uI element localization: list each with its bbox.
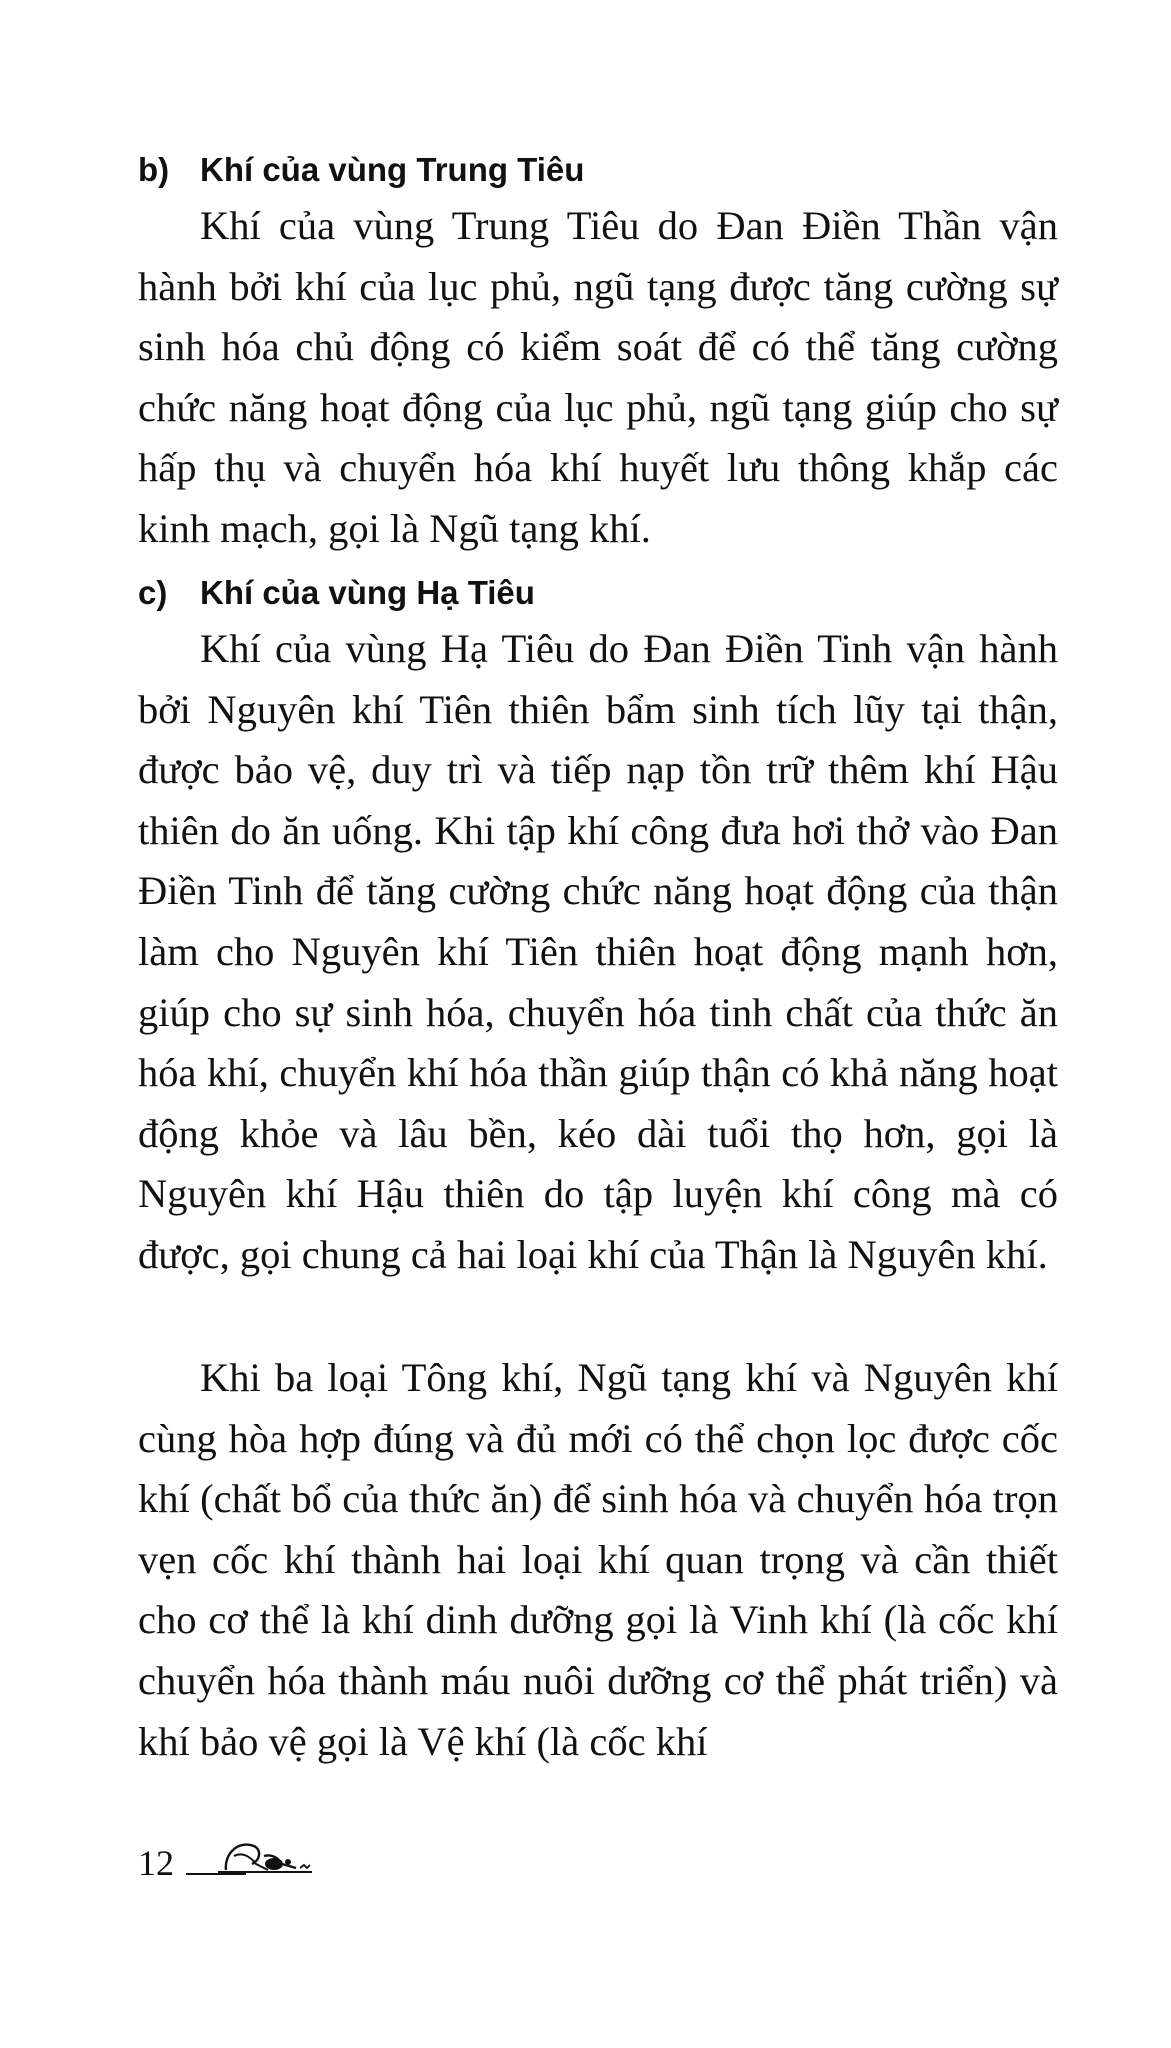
meditating-figure-icon [216, 1826, 326, 1882]
section-b-heading [138, 150, 584, 190]
section-c-paragraph: Khí của vùng Hạ Tiêu do Đan Điền Tinh vận hành bởi Nguyên khí Tiên thiên bẩm sinh tích lũy tại thận, được bảo vệ, duy trì và tiếp nạp tồn trữ thêm khí Hậu thiên do ăn uống. Khi tập khí công đưa hơi thở vào Đan Điền Tinh để tăng cường chức năng hoạt động của thận làm cho Nguyên khí Tiên thiên hoạt động mạnh hơn, giúp cho sự sinh hóa, chuyển hóa tinh chất của thức ăn hóa khí, chuyển khí hóa thần giúp thận có khả năng hoạt động khỏe và lâu bền, kéo dài tuổi thọ hơn, gọi là Nguyên khí Hậu thiên do tập luyện khí công mà có được, gọi chung cả hai loại khí của Thận là Nguyên khí. [138, 626, 1058, 1277]
section-c-heading [138, 573, 535, 613]
page-number: 12 [138, 1843, 174, 1883]
section-b-marker: b) [138, 151, 170, 188]
section-c-marker: c) [138, 574, 168, 611]
closing-paragraph: Khi ba loại Tông khí, Ngũ tạng khí và Nguyên khí cùng hòa hợp đúng và đủ mới có thể chọn lọc được cốc khí (chất bổ của thức ăn) để sinh hóa và chuyển hóa trọn vẹn cốc khí thành hai loại khí quan trọng và cần thiết cho cơ thể là khí dinh dưỡng gọi là Vinh khí (là cốc khí chuyển hóa thành máu nuôi dưỡng cơ thể phát triển) và khí bảo vệ gọi là Vệ khí (là cốc khí [138, 1355, 1058, 1764]
section-b-title: Khí của vùng Trung Tiêu [200, 151, 585, 188]
section-b-paragraph: Khí của vùng Trung Tiêu do Đan Điền Thần vận hành bởi khí của lục phủ, ngũ tạng được tăng cường sự sinh hóa chủ động có kiểm soát để có thể tăng cường chức năng hoạt động của lục phủ, ngũ tạng giúp cho sự hấp thụ và chuyển hóa khí huyết lưu thông khắp các kinh mạch, gọi là Ngũ tạng khí. [138, 203, 1058, 551]
section-c-title: Khí của vùng Hạ Tiêu [200, 574, 535, 611]
